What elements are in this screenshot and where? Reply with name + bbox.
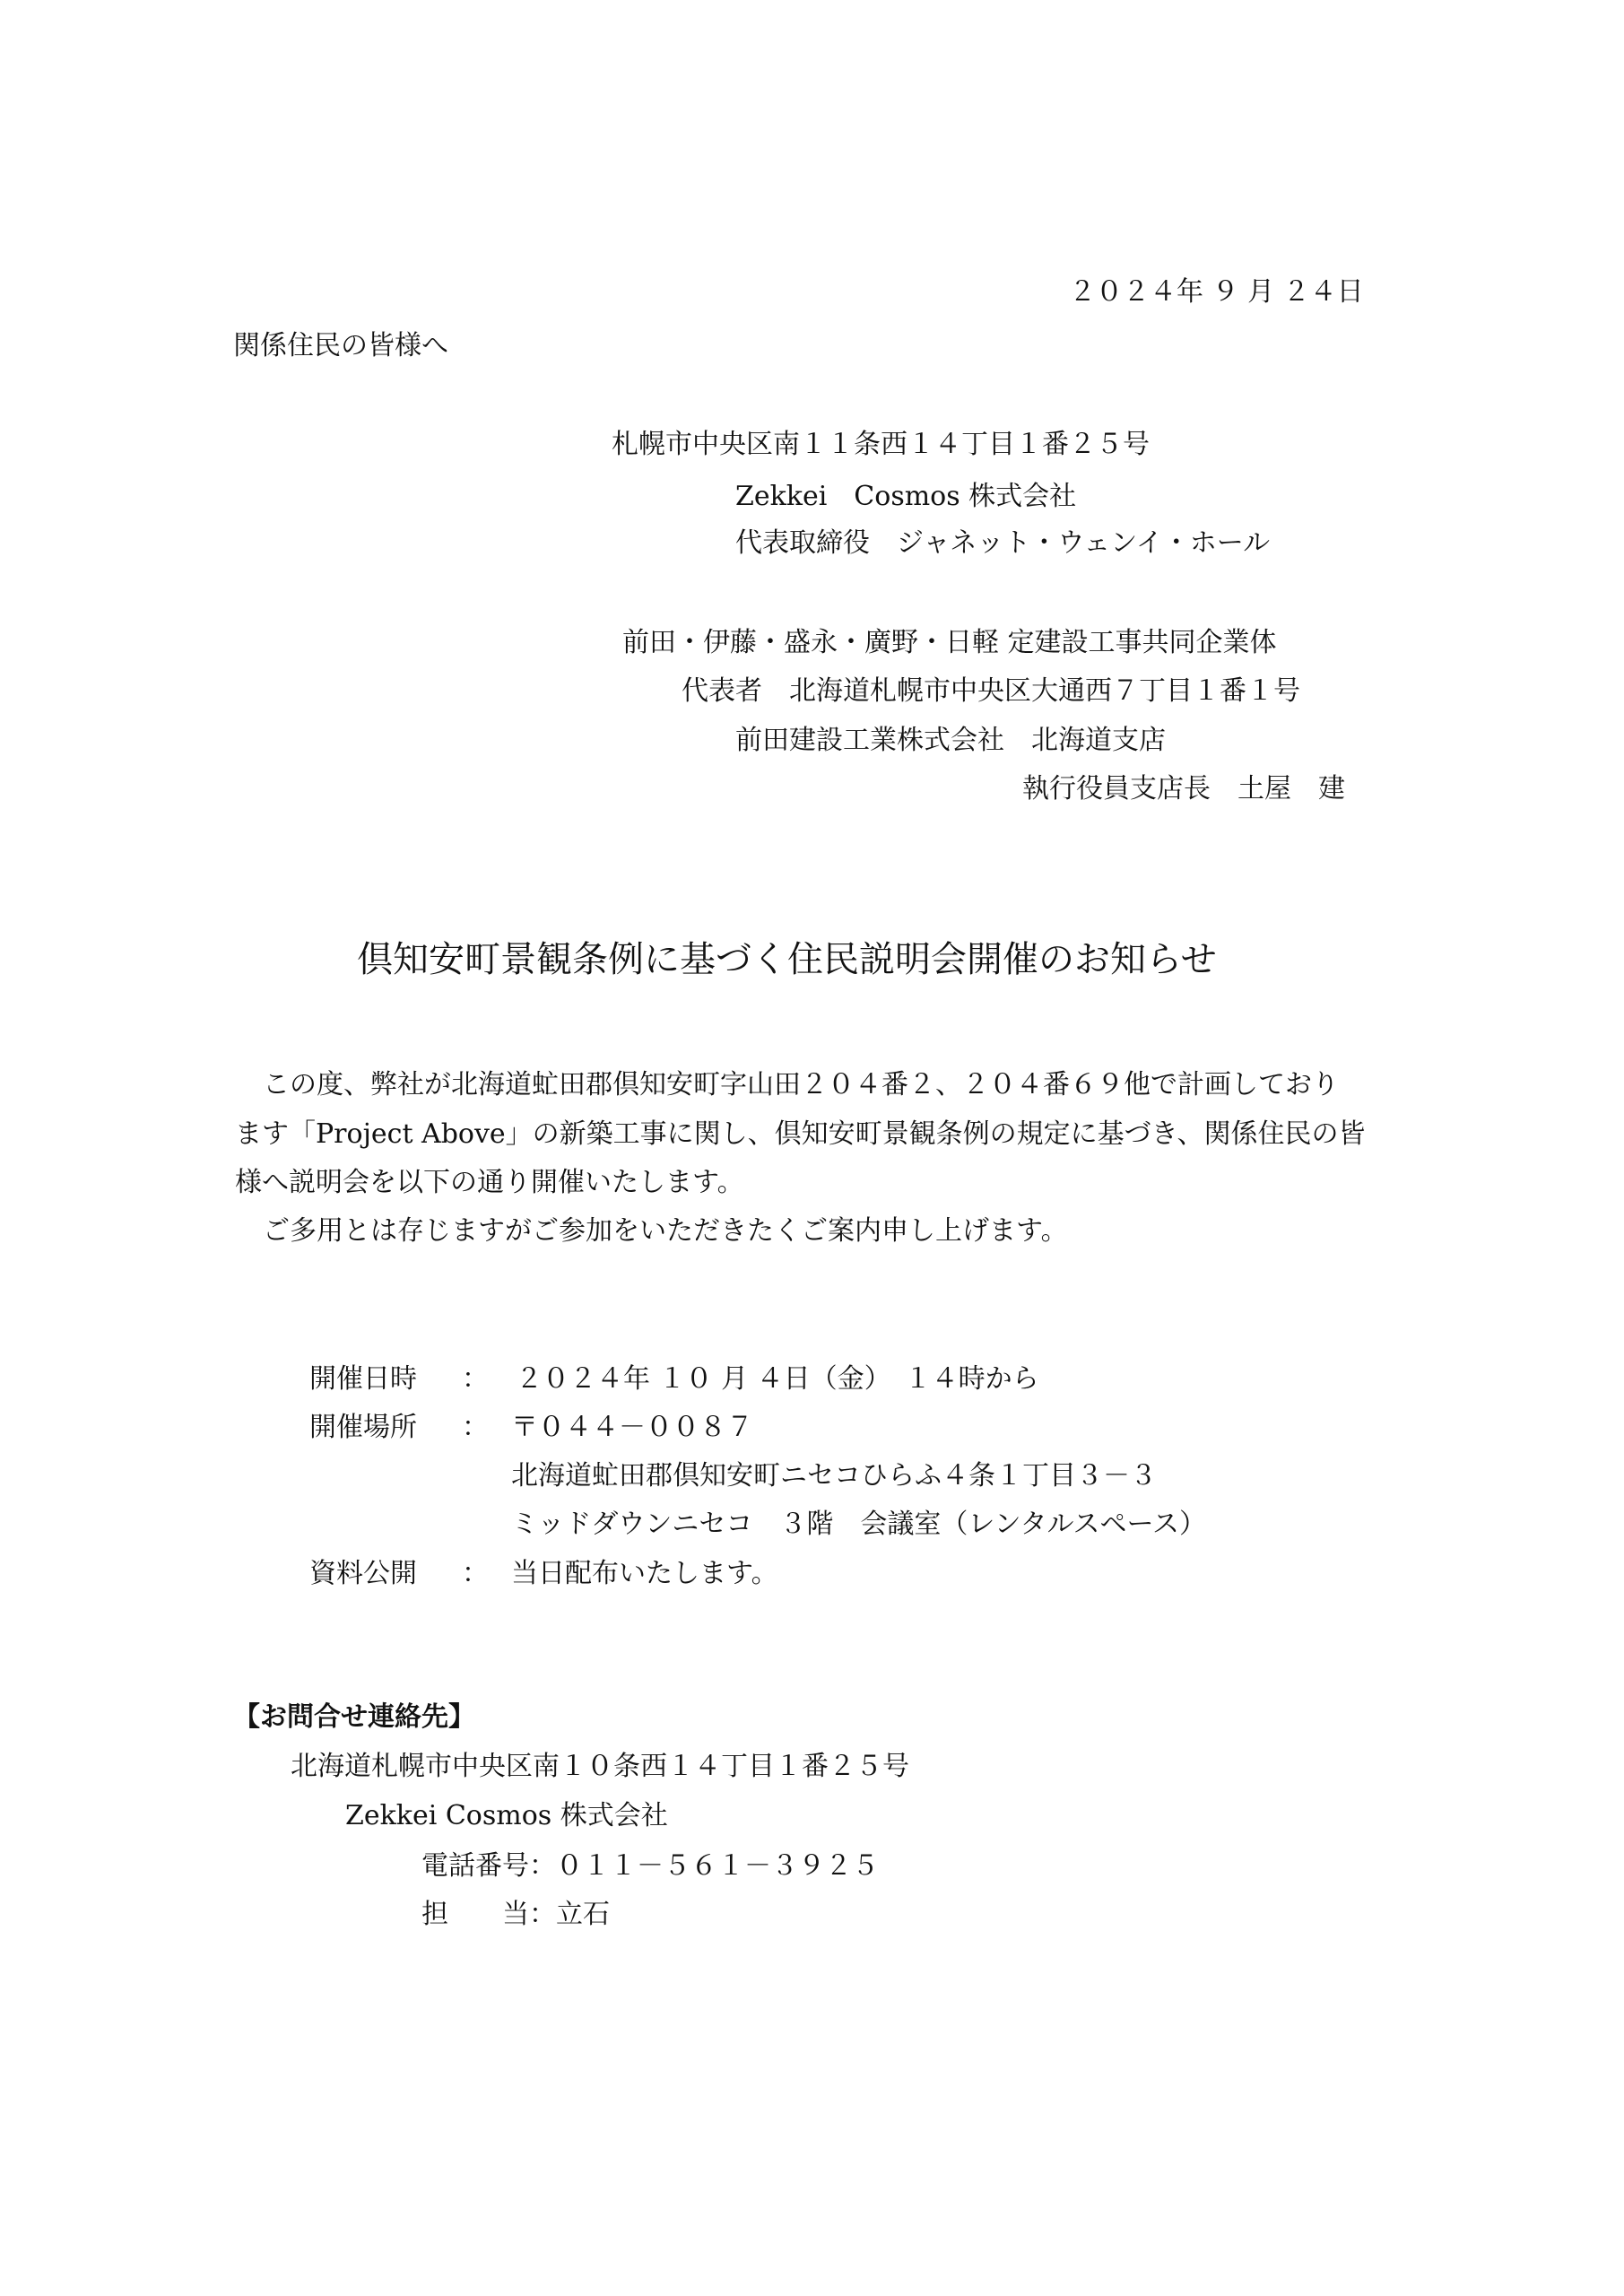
contractor-rep-person: 執行役員支店長 土屋 建 (1022, 773, 1345, 804)
notice-title: 倶知安町景観条例に基づく住民説明会開催のお知らせ (357, 939, 1217, 980)
date-value: ２０２４年 １０ 月 ４日（金） １４時から (516, 1363, 1039, 1395)
place-colon: ： (462, 1412, 489, 1443)
contact-phone: 電話番号：０１１－５６１－３９２５ (421, 1850, 879, 1882)
contractor-jv-name: 前田・伊藤・盛永・廣野・日軽 定建設工事共同企業体 (622, 627, 1277, 658)
body-line-4: ご多用とは存じますがご参加をいただきたくご案内申し上げます。 (263, 1215, 1068, 1247)
place-address: 北海道虻田郡倶知安町ニセコひらふ４条１丁目３－３ (511, 1460, 1157, 1492)
contractor-rep-address: 代表者 北海道札幌市中央区大通西７丁目１番１号 (682, 675, 1300, 707)
document-date: ２０２４年 ９ 月 ２４日 (1069, 276, 1364, 308)
contact-person-label: 担 当 (421, 1899, 529, 1930)
contact-heading: 【お問合せ連絡先】 (233, 1701, 475, 1733)
body-line-1: この度、弊社が北海道虻田郡倶知安町字山田２０４番２、２０４番６９他で計画しており (263, 1069, 1339, 1100)
sender-representative: 代表取締役 ジャネット・ウェンイ・ホール (735, 527, 1271, 559)
contact-person-value: ：立石 (529, 1899, 610, 1930)
sender-address: 札幌市中央区南１１条西１４丁目１番２５号 (612, 429, 1150, 460)
date-label: 開催日時 (309, 1363, 417, 1395)
contractor-rep-company: 前田建設工業株式会社 北海道支店 (735, 725, 1166, 756)
sender-company: Zekkei Cosmos 株式会社 (735, 481, 1077, 512)
docs-colon: ： (462, 1558, 489, 1589)
docs-value: 当日配布いたします。 (511, 1558, 778, 1589)
date-colon: ： (462, 1363, 489, 1395)
place-label: 開催場所 (309, 1412, 417, 1443)
place-building: ミッドダウンニセコ ３階 会議室（レンタルスペース） (511, 1509, 1207, 1540)
body-line-3: 様へ説明会を以下の通り開催いたします。 (235, 1167, 744, 1198)
recipient-line: 関係住民の皆様へ (233, 330, 448, 361)
place-postal: 〒０４４－００８７ (511, 1412, 753, 1443)
contact-address: 北海道札幌市中央区南１０条西１４丁目１番２５号 (291, 1751, 909, 1782)
docs-label: 資料公開 (309, 1558, 417, 1589)
body-line-2: ます「Project Above」の新築工事に関し、倶知安町景観条例の規定に基づき、関係住民の皆 (235, 1118, 1366, 1150)
contact-company: Zekkei Cosmos 株式会社 (345, 1800, 668, 1831)
